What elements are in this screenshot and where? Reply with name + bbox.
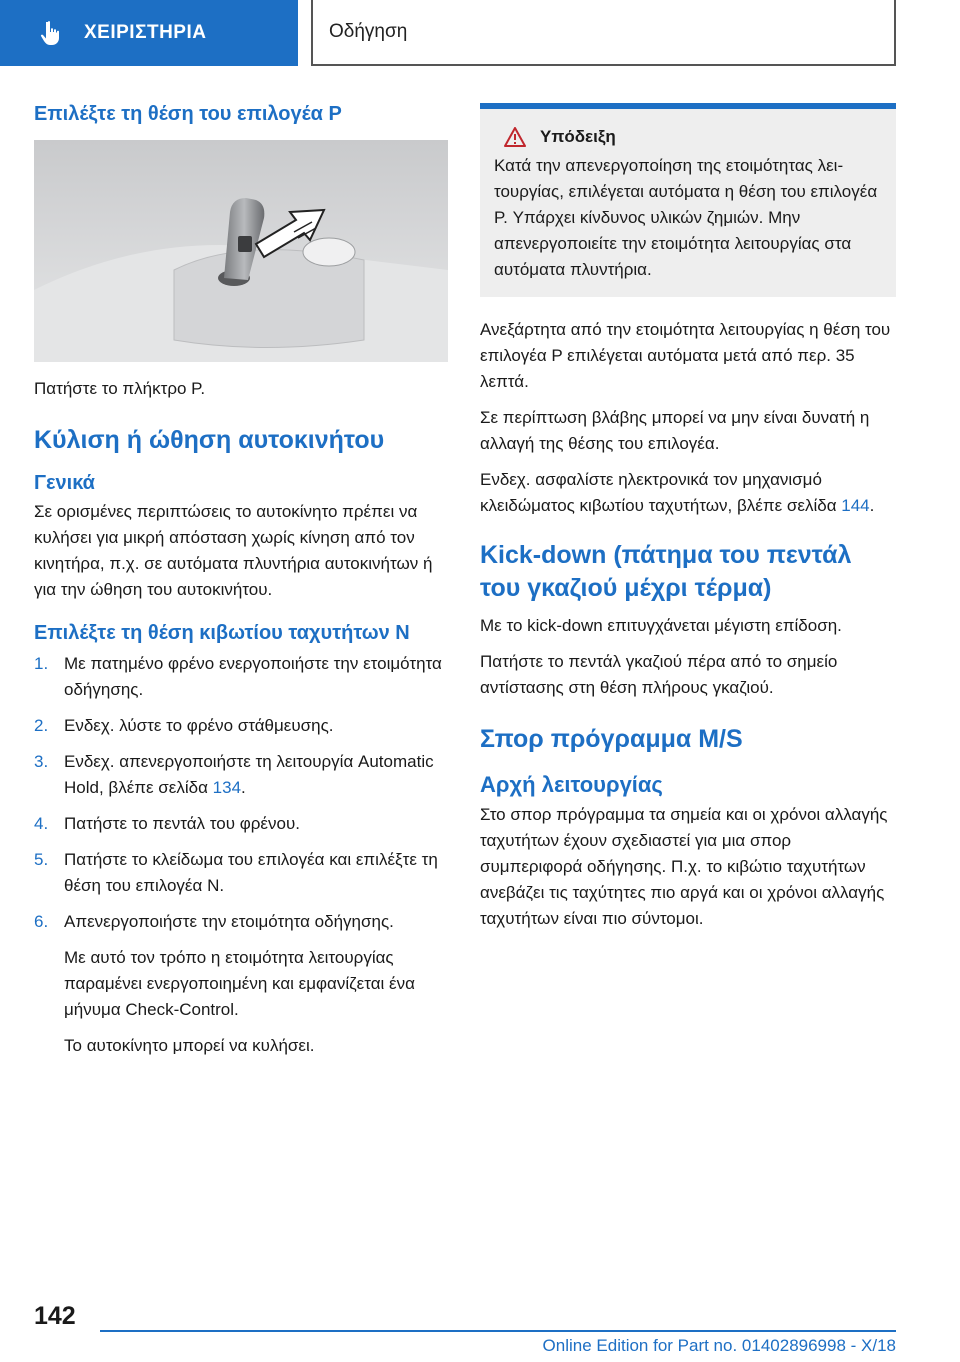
manual-section-tab[interactable]	[0, 0, 298, 66]
selector-p-heading: Επιλέξτε τη θέση του επιλογέα P	[34, 103, 342, 125]
hand-pointer-icon	[38, 20, 62, 46]
footer-divider	[100, 1330, 896, 1332]
fault-text: Σε περίπτωση βλάβης μπορεί να μην είναι δυνατή η αλλαγή της θέσης του επιλογέα.	[480, 408, 870, 453]
neutral-heading: Επιλέξτε τη θέση κιβωτίου ταχυτήτων N	[34, 622, 410, 644]
warning-triangle-icon	[504, 127, 526, 147]
step-number: 5.	[34, 850, 49, 869]
page-number: 142	[34, 1302, 76, 1330]
edition-info: Online Edition for Part no. 01402896998 - X/18	[542, 1336, 896, 1355]
list-item	[34, 651, 450, 703]
general-heading: Γενικά	[34, 472, 95, 494]
step-text: Πατήστε το κλείδωμα του επιλογέα και επιλέξτε τη θέση του επιλογέα N.	[64, 850, 438, 895]
steps-list	[34, 651, 450, 935]
kickdown-text-2: Πατήστε το πεντάλ γκαζιού πέρα από το σημείο αντίστασης στη θέση πλήρους γκαζιού.	[480, 652, 838, 697]
rolling-heading: Κύλιση ή ώθηση αυτοκινήτου	[34, 426, 385, 454]
left-column	[34, 100, 450, 1069]
list-item	[34, 713, 450, 739]
list-item	[34, 847, 450, 899]
note-header	[494, 127, 882, 147]
right-column	[480, 103, 896, 942]
note-text: Κατά την απενεργοποίηση της ετοιμότητας λειτουργίας, επιλέγεται αυτόματα η θέση του επιλογέα P. Υπάρχει κίνδυνος υλικών ζημιών. Μην απενεργοποιείτε την ετοιμότητα λειτουργίας στα αυτόματα πλυντήρια.	[494, 156, 878, 279]
lock-text-body: Ενδεχ. ασφαλίστε ηλεκτρονικά τον μηχανισμό κλειδώματος κιβωτίου ταχυτήτων, βλέπε σελίδα	[480, 470, 842, 515]
list-item	[34, 749, 450, 801]
step-number: 3.	[34, 752, 49, 771]
kickdown-heading: Kick-down (πάτημα του πεντάλ του γκαζιού μέχρι τέρμα)	[480, 541, 852, 602]
general-text: Σε ορισμένες περιπτώσεις το αυτοκίνητο πρέπει να κυλήσει για μικρή απόσταση χωρίς κίνηση από τον κινητήρα, π.χ. σε αυτόματα πλυντήρια αυτοκινήτων ή για την ώθηση του αυτοκινήτου.	[34, 502, 433, 599]
principle-heading: Αρχή λειτουργίας	[480, 772, 663, 797]
step-number: 2.	[34, 716, 49, 735]
step-number: 1.	[34, 654, 49, 673]
step-text: Ενδεχ. απενεργοποιήστε τη λειτουργία Automatic Hold, βλέπε σελίδα	[64, 752, 434, 797]
chapter-label: Οδήγηση	[329, 21, 408, 42]
manual-section-label: ΧΕΙΡΙΣΤΗΡΙΑ	[84, 22, 207, 43]
page-header	[0, 0, 960, 66]
warning-note	[480, 103, 896, 297]
list-item	[34, 909, 450, 935]
step-number: 6.	[34, 912, 49, 931]
chapter-tab[interactable]	[311, 0, 896, 66]
list-item	[34, 811, 450, 837]
page-link-134[interactable]: 134	[212, 778, 242, 797]
auto-p-text: Ανεξάρτητα από την ετοιμότητα λειτουργίας η θέση του επιλογέα P επιλέγεται αυτόματα μετά από περ. 35 λεπτά.	[480, 320, 891, 391]
step-text: Απενεργοποιήστε την ετοιμότητα οδήγησης.	[64, 912, 394, 931]
principle-text: Στο σπορ πρόγραμμα τα σημεία και οι χρόνοι αλλαγής ταχυτήτων έχουν σχεδιαστεί για μια σπορ συμπεριφορά οδήγησης. Π.χ. το κιβώτιο ταχυτήτων ανεβάζει τις ταχύτητες πιο αργά και οι χρόνοι αλλαγής ταχυτήτων είναι πιο σύντομοι.	[480, 805, 888, 928]
sport-program-heading: Σπορ πρόγραμμα M/S	[480, 725, 743, 753]
lock-text	[480, 467, 896, 519]
step-suffix: .	[241, 778, 246, 797]
lock-text-suffix: .	[869, 496, 875, 515]
page-link-144[interactable]: 144	[841, 496, 870, 515]
step-text: Ενδεχ. λύστε το φρένο στάθμευσης.	[64, 716, 334, 735]
step-number: 4.	[34, 814, 49, 833]
step6-note-2: Το αυτοκίνητο μπορεί να κυλήσει.	[64, 1036, 315, 1055]
note-title: Υπόδειξη	[540, 127, 616, 146]
gear-selector-photo	[34, 140, 448, 362]
step6-note-1: Με αυτό τον τρόπο η ετοιμότητα λειτουργίας παραμένει ενεργοποιημένη και εμφανίζεται ένα μήνυμα Check-Control.	[64, 948, 415, 1019]
step-text: Με πατημένο φρένο ενεργοποιήστε την ετοιμότητα οδήγησης.	[64, 654, 442, 699]
photo-caption: Πατήστε το πλήκτρο P.	[34, 379, 206, 398]
step-text: Πατήστε το πεντάλ του φρένου.	[64, 814, 300, 833]
kickdown-text-1: Με το kick-down επιτυγχάνεται μέγιστη επίδοση.	[480, 616, 842, 635]
